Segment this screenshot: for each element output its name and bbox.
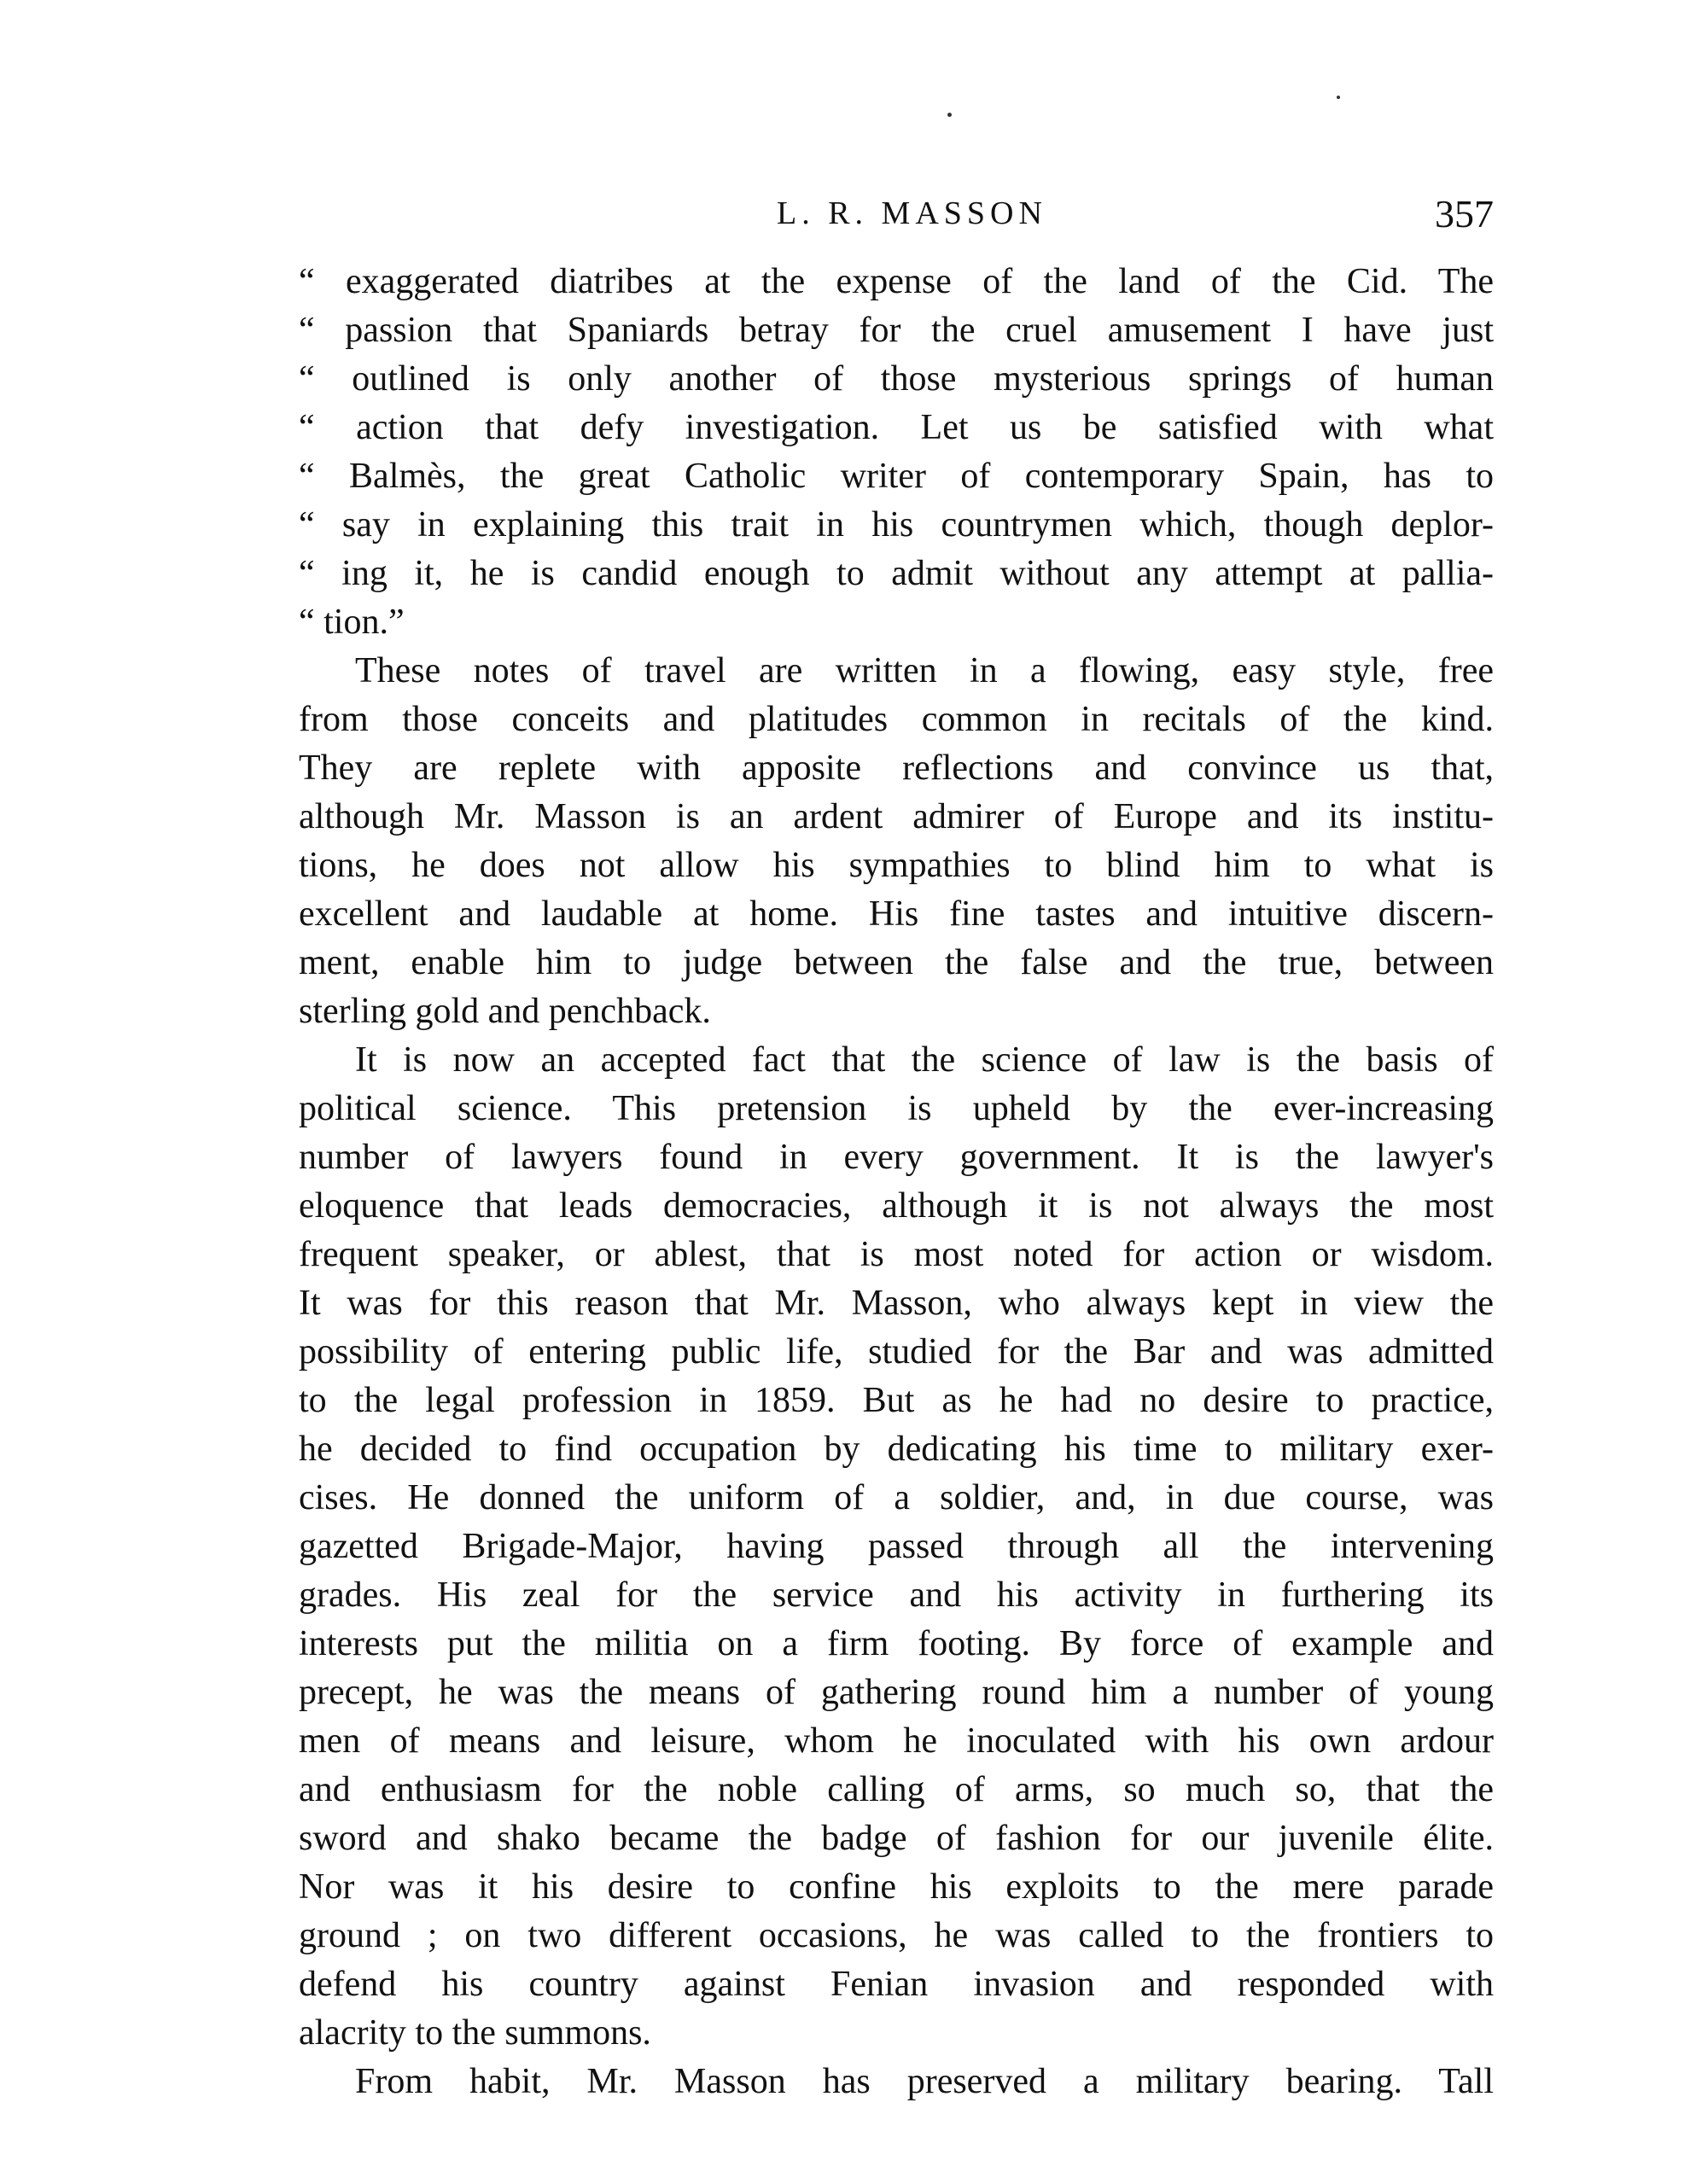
text-line: “ action that defy investigation. Let us be satisfied with what [299, 408, 1494, 447]
paragraph-first-line: It is now an accepted fact that the science of law is the basis of [355, 1040, 1494, 1080]
text-line: although Mr. Masson is an ardent admirer of Europe and its institu- [299, 797, 1494, 836]
text-line: sterling gold and penchback. [299, 992, 711, 1031]
text-line: “ say in explaining this trait in his countrymen which, though deplor- [299, 505, 1494, 545]
text-line: “ ing it, he is candid enough to admit without any attempt at pallia- [299, 554, 1494, 593]
text-line: tions, he does not allow his sympathies to blind him to what is [299, 846, 1494, 885]
text-line: to the legal profession in 1859. But as he had no desire to practice, [299, 1381, 1494, 1420]
page-number: 357 [1435, 192, 1494, 236]
text-line: “ passion that Spaniards betray for the cruel amusement I have just [299, 311, 1494, 350]
print-speck [947, 113, 952, 117]
text-line: grades. His zeal for the service and his activity in furthering its [299, 1575, 1494, 1615]
page-header [299, 192, 1494, 246]
text-line: Nor was it his desire to confine his exploits to the mere parade [299, 1867, 1494, 1907]
paragraph-first-line: These notes of travel are written in a flowing, easy style, free [355, 651, 1494, 690]
text-line: “ outlined is only another of those mysterious springs of human [299, 359, 1494, 399]
text-line: excellent and laudable at home. His fine tastes and intuitive discern- [299, 894, 1494, 934]
text-line: eloquence that leads democracies, although it is not always the most [299, 1186, 1494, 1226]
text-line: interests put the militia on a firm footing. By force of example and [299, 1624, 1494, 1663]
text-line: political science. This pretension is upheld by the ever-increasing [299, 1089, 1494, 1128]
text-line: It was for this reason that Mr. Masson, who always kept in view the [299, 1284, 1494, 1323]
text-line: ground ; on two different occasions, he was called to the frontiers to [299, 1916, 1494, 1955]
print-speck [1337, 96, 1340, 99]
running-head: L. R. MASSON [777, 195, 1047, 231]
text-line: number of lawyers found in every government. It is the lawyer's [299, 1138, 1494, 1177]
text-line: “ exaggerated diatribes at the expense of the land of the Cid. The [299, 262, 1494, 301]
text-line: “ tion.” [299, 603, 405, 642]
text-line: alacrity to the summons. [299, 2013, 651, 2053]
text-line: cises. He donned the uniform of a soldier, and, in due course, was [299, 1478, 1494, 1517]
text-line: sword and shako became the badge of fashion for our juvenile élite. [299, 1819, 1494, 1858]
text-line: from those conceits and platitudes common in recitals of the kind. [299, 700, 1494, 739]
text-line: They are replete with apposite reflections and convince us that, [299, 748, 1494, 788]
paragraph-first-line: From habit, Mr. Masson has preserved a military bearing. Tall [355, 2062, 1494, 2101]
text-line: defend his country against Fenian invasion and responded with [299, 1965, 1494, 2004]
text-line: precept, he was the means of gathering round him a number of young [299, 1673, 1494, 1712]
text-line: “ Balmès, the great Catholic writer of contemporary Spain, has to [299, 457, 1494, 496]
text-line: ment, enable him to judge between the false and the true, between [299, 943, 1494, 982]
text-line: frequent speaker, or ablest, that is most noted for action or wisdom. [299, 1235, 1494, 1274]
text-line: he decided to find occupation by dedicating his time to military exer- [299, 1430, 1494, 1469]
text-line: possibility of entering public life, studied for the Bar and was admitted [299, 1332, 1494, 1372]
text-line: and enthusiasm for the noble calling of arms, so much so, that the [299, 1770, 1494, 1809]
text-line: men of means and leisure, whom he inoculated with his own ardour [299, 1721, 1494, 1761]
body-text [299, 258, 1494, 2106]
text-line: gazetted Brigade-Major, having passed through all the intervening [299, 1527, 1494, 1566]
